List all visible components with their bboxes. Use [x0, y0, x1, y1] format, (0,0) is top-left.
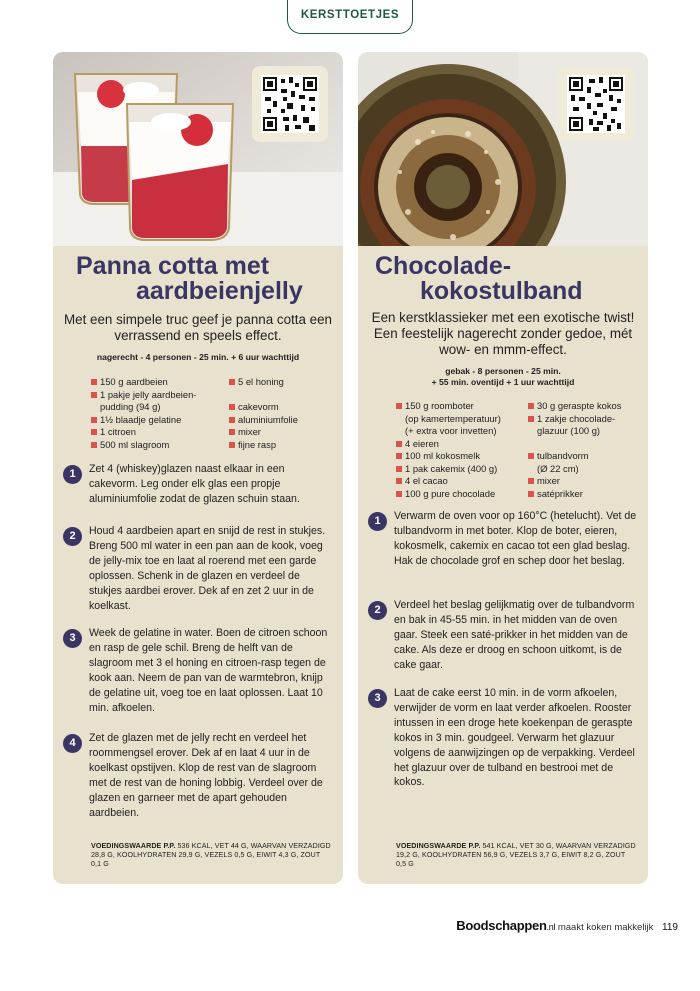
ingredient-item: 1 pak cakemix (400 g)	[396, 463, 528, 476]
recipe-subtitle: Met een simpele truc geef je panna cotta een verrassend en speels effect.	[64, 312, 332, 343]
ingredient-item: 4 eieren	[396, 438, 528, 451]
step-number: 3	[63, 629, 82, 648]
equipment-item: mixer	[229, 426, 334, 439]
equipment-item: aluminiumfolie	[229, 414, 334, 427]
ingredient-item: 5 el honing	[229, 376, 334, 389]
step-1	[63, 462, 335, 507]
recipe-card-panna-cotta	[53, 52, 343, 884]
step-text: Verwarm de oven voor op 160°C (hetelucht). Vet de tulbandvorm in met boter. Klop de boter, eieren, kokosmelk, cakemix en cacao tot een glad beslag. Hak de chocolade grof en schep door het beslag.	[394, 510, 637, 567]
ingredient-item: 100 ml kokosmelk	[396, 450, 528, 463]
ingredient-item: 1 citroen	[91, 426, 226, 439]
brand-tagline: maakt koken makkelijk	[557, 922, 654, 933]
step-number: 4	[63, 734, 82, 753]
step-text: Week de gelatine in water. Boen de citroen schoon en rasp de gele schil. Breng de helft van de slagroom met 3 el honing en citroen-rasp tegen de kook aan. Neem de pan van de warmtebron, knijp de gelatine uit, voeg toe en laat oplossen. Laat 10 min. afkoelen.	[89, 627, 328, 714]
tulband-photo	[358, 52, 648, 246]
page-number: 119	[662, 922, 678, 933]
brand-logo[interactable]	[456, 918, 555, 933]
ingredient-item: (+ extra voor invetten)	[405, 425, 497, 436]
equipment-item: cakevorm	[229, 401, 334, 414]
panna-cotta-photo	[53, 52, 343, 246]
ingredient-item: 150 g roomboter	[396, 400, 528, 413]
step-3	[368, 686, 640, 790]
step-number: 1	[63, 465, 82, 484]
ingredient-item: 1 zakje chocolade-	[528, 413, 640, 426]
recipe-title	[53, 254, 343, 304]
step-number: 3	[368, 689, 387, 708]
step-number: 2	[368, 601, 387, 620]
ingredient-item: pudding (94 g)	[100, 401, 161, 412]
nutrition-label: VOEDINGSWAARDE P.P.	[396, 842, 481, 850]
ingredient-item: 4 el cacao	[396, 475, 528, 488]
recipe-meta: nagerecht - 4 personen - 25 min. + 6 uur wachttijd	[96, 352, 300, 362]
meta-line-1: gebak - 8 personen - 25 min.	[445, 366, 561, 376]
ingredient-spacer	[229, 389, 334, 402]
step-text: Laat de cake eerst 10 min. in de vorm afkoelen, verwijder de vorm en laat verder afkoelen. Rooster intussen in een droge hete koekenpan de geraspte kokos in 3 min. goudgeel. Verwarm het glazuur volgens de aanwijzingen op de verpakking. Verdeel het glazuur over de tulband en bestrooi met de kokos.	[394, 687, 635, 789]
ingredient-item: glazuur (100 g)	[537, 425, 601, 436]
step-2	[63, 524, 335, 613]
category-label: KERSTTOETJES	[300, 9, 400, 21]
step-number: 1	[368, 512, 387, 531]
step-4	[63, 731, 335, 820]
step-2	[368, 598, 640, 673]
brand-suffix: .nl	[546, 922, 556, 932]
category-tab	[287, 0, 413, 34]
ingredients-list	[91, 376, 226, 451]
equipment-item: satéprikker	[528, 488, 640, 501]
ingredient-item: (op kamertemperatuur)	[405, 412, 501, 424]
equipment-item: fijne rasp	[229, 439, 334, 452]
nutrition-label: VOEDINGSWAARDE P.P.	[91, 842, 176, 850]
meta-line-2: + 55 min. oventijd + 1 uur wachttijd	[431, 377, 575, 387]
brand-name: Boodschappen	[456, 918, 547, 933]
ingredients-list-2	[229, 376, 334, 451]
title-line-2: kokostulband	[420, 277, 583, 305]
equipment-item: mixer	[528, 475, 640, 488]
title-line-2: aardbeienjelly	[136, 277, 303, 305]
step-number: 2	[63, 527, 82, 546]
recipe-title	[358, 254, 648, 304]
nutrition-values: 541 KCAL, VET 30 G, WAARVAN VERZADIGD 19,2 G, KOOLHYDRATEN 56,9 G, VEZELS 3,7 G, EIWIT 8,2 G, ZOUT 0,5 G	[396, 842, 636, 868]
qr-code-icon[interactable]	[558, 66, 634, 142]
ingredient-item: 100 g pure chocolade	[396, 488, 528, 501]
ingredient-spacer	[528, 438, 640, 451]
ingredient-item: 500 ml slagroom	[91, 439, 226, 452]
recipe-subtitle: Een kerstklassieker met een exotische twist! Een feestelijk nagerecht zonder gedoe, mét wow- en mmm-effect.	[371, 310, 635, 357]
title-line-1: Panna cotta met	[76, 252, 270, 280]
qr-code-icon[interactable]	[252, 66, 328, 142]
equipment-item: tulbandvorm	[528, 450, 640, 463]
recipe-card-tulband	[358, 52, 648, 884]
nutrition-info	[91, 842, 331, 869]
nutrition-values: 536 KCAL, VET 44 G, WAARVAN VERZADIGD 28,8 G, KOOLHYDRATEN 29,9 G, VEZELS 0,5 G, EIWIT 4,3 G, ZOUT 0,1 G	[91, 842, 331, 868]
page-footer	[456, 918, 678, 934]
ingredients-list	[396, 400, 528, 500]
step-text: Zet de glazen met de jelly recht en verdeel het roommengsel erover. Dek af en laat 4 uur in de koelkast opstijven. Klop de rest van de slagroom met de rest van de honing lobbig. Verdeel over de glazen en garneer met de apart gehouden aardbeien.	[89, 732, 323, 819]
ingredient-item: 150 g aardbeien	[91, 376, 226, 389]
ingredient-item: 1½ blaadje gelatine	[91, 414, 226, 427]
nutrition-info	[396, 842, 636, 869]
step-text: Verdeel het beslag gelijkmatig over de tulbandvorm en bak in 45-55 min. in het midden van de oven gaar. Steek een saté-prikker in het midden van de cake. Als deze er droog en schoon uitkomt, is de cake gaar.	[394, 599, 635, 671]
recipe-meta	[368, 366, 638, 388]
step-text: Zet 4 (whiskey)glazen naast elkaar in een cakevorm. Leg onder elk glas een propje aluminiumfolie zodat de glazen schuin staan.	[89, 463, 300, 505]
step-1	[368, 509, 640, 569]
ingredient-item: 30 g geraspte kokos	[528, 400, 640, 413]
step-3	[63, 626, 335, 715]
ingredients-list-2	[528, 400, 640, 500]
equipment-item: (Ø 22 cm)	[537, 462, 579, 474]
title-line-1: Chocolade-	[375, 252, 512, 280]
step-text: Houd 4 aardbeien apart en snijd de rest in stukjes. Breng 500 ml water in een pan aan de kook, voeg de jelly-mix toe en laat al roerend met een garde oplossen. Schenk in de glazen en verdeel de stukjes aardbei erover. Dek af en zet 2 uur in de koelkast.	[89, 525, 326, 612]
ingredient-item: 1 pakje jelly aardbeien-	[91, 389, 226, 402]
